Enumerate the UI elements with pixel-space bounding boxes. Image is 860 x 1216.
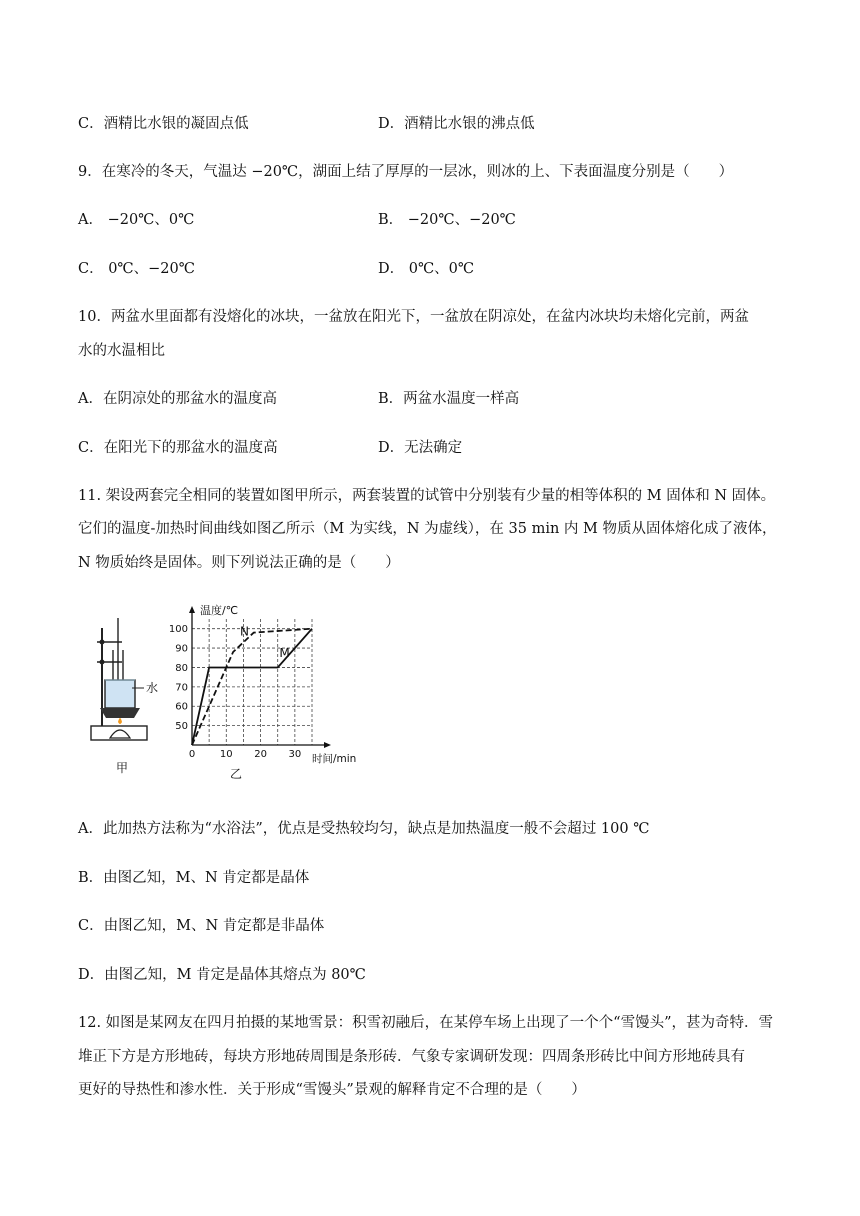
q8-option-d: D．酒精比水银的沸点低 bbox=[378, 116, 535, 132]
q9-option-b: B． −20℃、−20℃ bbox=[378, 212, 516, 228]
x-tick-label: 0 bbox=[188, 749, 196, 760]
q10-stem-line2: 水的水温相比 bbox=[78, 343, 165, 359]
series-N-label: N bbox=[240, 624, 249, 639]
q10-option-d: D．无法确定 bbox=[378, 440, 463, 456]
q10-option-c: C．在阳光下的那盆水的温度高 bbox=[78, 440, 278, 456]
q9-option-c: C． 0℃、−20℃ bbox=[78, 261, 195, 277]
q12-stem-line1: 12. 如图是某网友在四月拍摄的某地雪景：积雪初融后，在某停车场上出现了一个个“雪馒头”，甚为奇特．雪 bbox=[78, 1015, 773, 1031]
gauze bbox=[100, 708, 140, 718]
x-tick-label: 20 bbox=[254, 749, 267, 760]
q11-figure bbox=[88, 600, 378, 780]
y-tick-label: 80 bbox=[175, 662, 188, 674]
y-tick-label: 70 bbox=[175, 682, 188, 694]
q11-option-d: D．由图乙知，M 肯定是晶体其熔点为 80℃ bbox=[78, 967, 366, 983]
q10-option-a: A．在阴凉处的那盆水的温度高 bbox=[78, 391, 277, 407]
y-axis-label: 温度/℃ bbox=[200, 604, 239, 617]
apparatus-diagram bbox=[88, 600, 168, 780]
apparatus-caption: 甲 bbox=[116, 761, 129, 775]
y-tick-label: 50 bbox=[175, 721, 188, 733]
q9-option-a: A． −20℃、0℃ bbox=[78, 212, 195, 228]
q11-stem-line3: N 物质始终是固体。则下列说法正确的是（ ） bbox=[78, 555, 400, 571]
flame bbox=[118, 718, 122, 724]
y-tick-label: 100 bbox=[168, 624, 188, 636]
series-M-label: M bbox=[279, 645, 290, 660]
q10-option-b: B．两盆水温度一样高 bbox=[378, 391, 520, 407]
q11-stem-line1: 11. 架设两套完全相同的装置如图甲所示，两套装置的试管中分别装有少量的相等体积的 M 固体和 N 固体。 bbox=[78, 488, 776, 504]
q11-stem-line2: 它们的温度-加热时间曲线如图乙所示（M 为实线，N 为虚线），在 35 min 内 M 物质从固体熔化成了液体， bbox=[78, 521, 777, 537]
y-axis-arrow bbox=[189, 606, 195, 613]
q9-stem: 9．在寒冷的冬天，气温达 −20℃，湖面上结了厚厚的一层冰，则冰的上、下表面温度分别是（ ） bbox=[78, 164, 734, 180]
q12-stem-line3: 更好的导热性和渗水性．关于形成“雪馒头”景观的解释肯定不合理的是（ ） bbox=[78, 1082, 586, 1098]
graph-caption: 乙 bbox=[230, 767, 243, 781]
x-axis-label: 时间/min bbox=[312, 753, 357, 765]
x-tick-label: 10 bbox=[219, 749, 233, 760]
q9-option-d: D． 0℃、0℃ bbox=[378, 261, 475, 277]
temperature-time-graph bbox=[168, 600, 372, 781]
q8-option-c: C．酒精比水银的凝固点低 bbox=[78, 116, 249, 132]
x-tick-label: 30 bbox=[288, 749, 302, 760]
x-axis-arrow bbox=[324, 742, 331, 748]
q10-stem-line1: 10．两盆水里面都有没熔化的冰块，一盆放在阳光下，一盆放在阴凉处，在盆内冰块均未熔化完前，两盆 bbox=[78, 309, 749, 325]
q11-option-a: A．此加热方法称为“水浴法”，优点是受热较均匀，缺点是加热温度一般不会超过 100 ℃ bbox=[78, 821, 650, 837]
y-tick-label: 90 bbox=[175, 643, 188, 655]
q12-stem-line2: 堆正下方是方形地砖，每块方形地砖周围是条形砖．气象专家调研发现：四周条形砖比中间方形地砖具有 bbox=[78, 1049, 745, 1065]
water-label: 水 bbox=[146, 681, 159, 695]
y-tick-label: 60 bbox=[175, 701, 188, 713]
q11-option-c: C．由图乙知，M、N 肯定都是非晶体 bbox=[78, 918, 325, 934]
beaker bbox=[105, 680, 135, 708]
q11-option-b: B．由图乙知，M、N 肯定都是晶体 bbox=[78, 870, 310, 886]
